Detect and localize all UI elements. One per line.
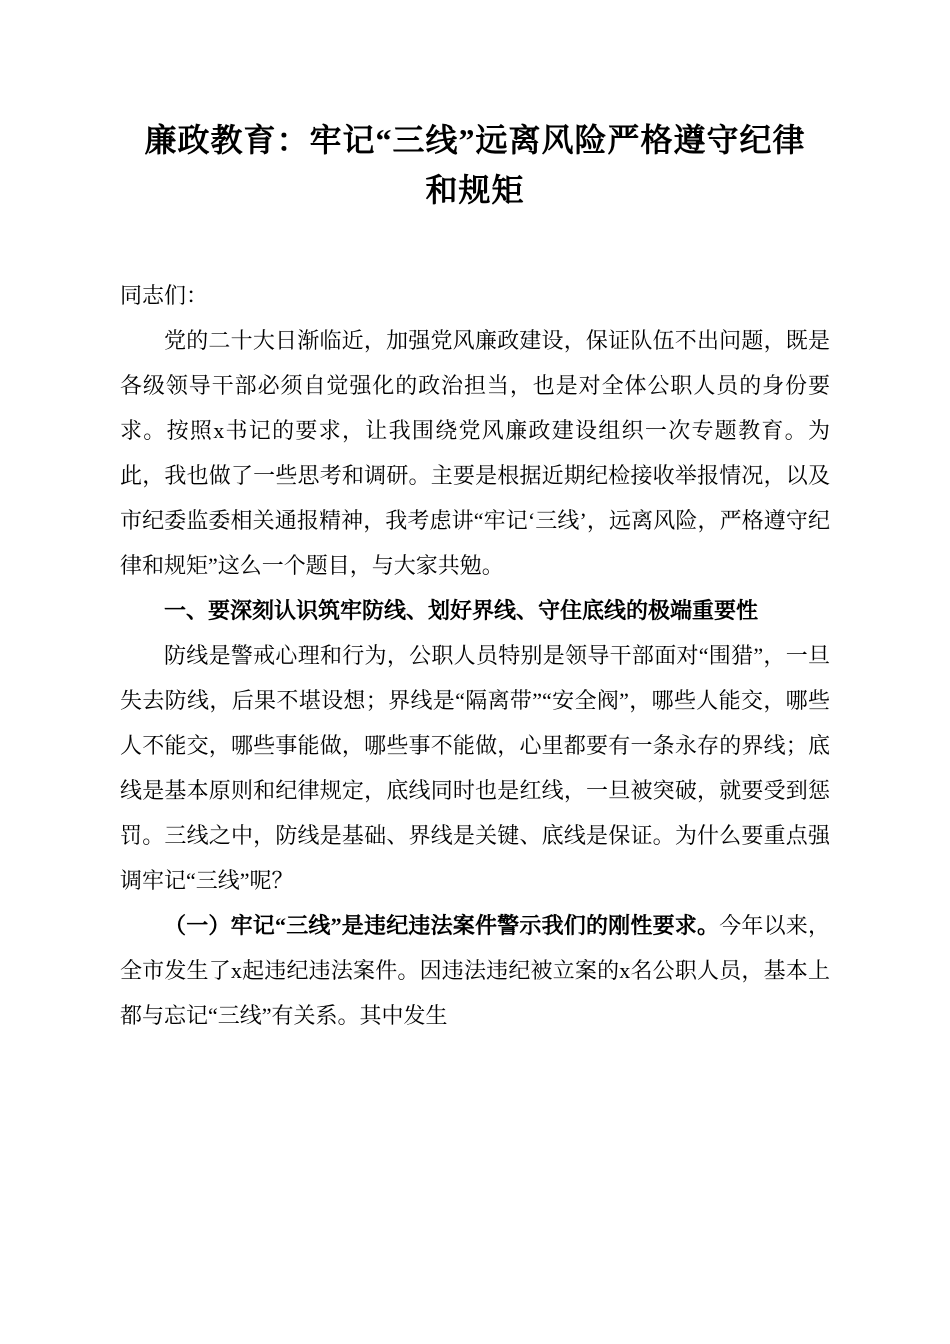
document-title: 廉政教育：牢记“三线”远离风险严格遵守纪律和规矩 xyxy=(144,122,806,208)
intro-paragraph: 党的二十大日渐临近，加强党风廉政建设，保证队伍不出问题，既是各级领导干部必须自觉强化的政治担当，也是对全体公职人员的身份要求。按照x书记的要求，让我围绕党风廉政建设组织一次专题教育。为此，我也做了一些思考和调研。主要是根据近期纪检接收举报情况，以及市纪委监委相关通报精神，我考虑讲“牢记‘三线’，远离风险，严格遵守纪律和规矩”这么一个题目，与大家共勉。 xyxy=(120,328,830,579)
salutation-line: 同志们： xyxy=(120,283,209,309)
case-paragraph-lead: （一）牢记“三线”是违纪违法案件警示我们的刚性要求。 xyxy=(164,913,720,939)
case-paragraph-text: 今年以来，全市发生了x起违纪违法案件。因违法违纪被立案的x名公职人员，基本上都与忘记“三线”有关系。其中发生 xyxy=(120,913,830,1029)
case-paragraph xyxy=(120,903,830,1038)
three-lines-paragraph: 防线是警戒心理和行为，公职人员特别是领导干部面对“围猎”，一旦失去防线，后果不堪设想；界线是“隔离带”“安全阀”，哪些人能交，哪些人不能交，哪些事能做，哪些事不能做，心里都要有一条永存的界线；底线是基本原则和纪律规定，底线同时也是红线，一旦被突破，就要受到惩罚。三线之中，防线是基础、界线是关键、底线是保证。为什么要重点强调牢记“三线”呢？ xyxy=(120,643,830,894)
section-heading-1: 一、要深刻认识筑牢防线、划好界线、守住底线的极端重要性 xyxy=(164,598,759,624)
